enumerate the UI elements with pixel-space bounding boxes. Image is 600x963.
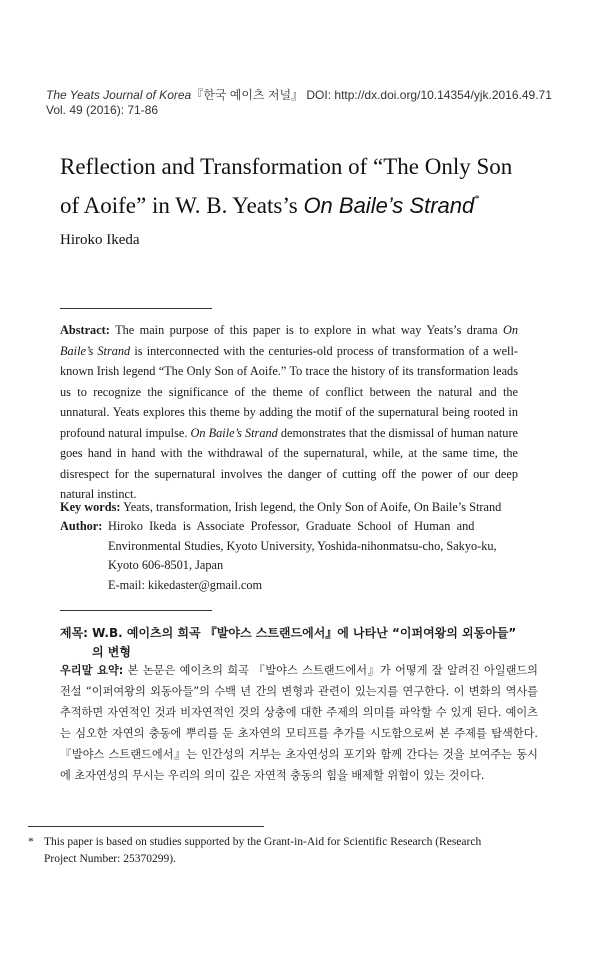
keywords-label: Key words:	[60, 500, 121, 514]
author-info-line-3: Kyoto 606-8501, Japan	[108, 558, 224, 572]
title-italic-work: On Baile’s Strand	[303, 193, 475, 218]
divider-rule-2	[60, 610, 212, 611]
journal-citation	[46, 88, 566, 103]
divider-rule	[60, 308, 212, 309]
korean-title-line-1: W.B. 예이츠의 희곡 『발야스 스트랜드에서』에 나타난 “이퍼여왕의 외동아들”	[92, 626, 517, 640]
korean-title-line-2: 의 변형	[92, 645, 131, 659]
footnote-rule	[28, 826, 264, 827]
korean-abstract-label: 우리말 요약:	[60, 664, 124, 677]
volume-info: Vol. 49 (2016): 71-86	[46, 103, 159, 117]
journal-name-kr: 『한국 예이츠 저널』	[191, 88, 304, 102]
footnote-line-1: This paper is based on studies supported by the Grant-in-Aid for Scientific Research (Research	[44, 836, 482, 848]
footnote	[28, 834, 538, 868]
journal-name-en: The Yeats Journal of Korea	[46, 88, 192, 102]
title-footnote-mark: *	[474, 193, 480, 205]
author-info-line-1: Hiroko Ikeda is Associate Professor, Graduate School of Human and	[108, 519, 475, 533]
abstract-text-3: demonstrates that the dismissal of human nature goes hand in hand with the withdrawal of the supernatural, while, at the same time, the disrespect for the supernatural involves the danger of cutting off the power of our deep natural instinct.	[60, 425, 518, 501]
korean-title-label: 제목:	[60, 626, 93, 640]
title-line-2	[60, 183, 560, 222]
author-name: Hiroko Ikeda	[60, 232, 140, 248]
abstract-italic-2: On Baile’s Strand	[190, 425, 278, 440]
abstract-italic-1: On Baile’s Strand	[60, 323, 518, 358]
footnote-line-2: Project Number: 25370299).	[44, 853, 176, 865]
abstract-text-1: The main purpose of this paper is to explore in what way Yeats’s drama	[109, 323, 503, 337]
korean-abstract-text: 본 논문은 예이츠의 희곡 『발야스 스트랜드에서』가 어떻게 잘 알려진 아일랜드의 전설 “이퍼여왕의 외동아들”의 수백 년 간의 변형과 관련이 있는지를 연구한다. 이 변화의 역사를 추적하면 자연적인 것과 비자연적인 것의 상충에 대한 주제의 의미를 파악할 수 있게 된다. 예이츠는 심오한 자연의 충동에 뿌리를 둔 초자연의 모티프를 추가를 시도함으로써 본 주제를 탐색한다. 『발야스 스트랜드에서』는 인간성의 거부는 초자연성의 포기와 함께 간다는 것을 보여주는 동시에 초자연성의 무시는 우리의 의미 깊은 자연적 충동의 힘을 배제할 위험이 있는 것이다.	[60, 664, 538, 782]
paper-title	[60, 150, 560, 222]
korean-title	[60, 624, 540, 662]
keywords-block	[60, 498, 530, 517]
title-line-1: Reflection and Transformation of “The Only Son	[60, 154, 513, 179]
keywords-text: Yeats, transformation, Irish legend, the Only Son of Aoife, On Baile’s Strand	[120, 500, 502, 514]
author-info-label: Author:	[60, 519, 103, 533]
abstract-label: Abstract:	[60, 323, 110, 337]
title-line-2-text: of Aoife” in W. B. Yeats’s	[60, 193, 304, 218]
author-info-line-2: Environmental Studies, Kyoto University, Yoshida-nihonmatsu-cho, Sakyo-ku,	[108, 538, 497, 553]
doi-link[interactable]: DOI: http://dx.doi.org/10.14354/yjk.2016.49.71	[306, 88, 552, 102]
footnote-mark: *	[28, 836, 34, 848]
abstract-text-2: is interconnected with the centuries-old process of transformation of a well-known Irish legend “The Only Son of Aoife.” To trace the history of its transformation leads us to recognize the significance of the theme of conflict between the natural and the unnatural. Yeats explores this theme by adding the motif of the supernatural being rooted in profound natural impulse.	[60, 343, 518, 440]
author-email[interactable]: E-mail: kikedaster@gmail.com	[108, 577, 263, 592]
journal-header	[46, 88, 566, 118]
author-info-block	[108, 517, 518, 595]
korean-abstract	[60, 660, 538, 786]
abstract-block	[60, 320, 518, 505]
